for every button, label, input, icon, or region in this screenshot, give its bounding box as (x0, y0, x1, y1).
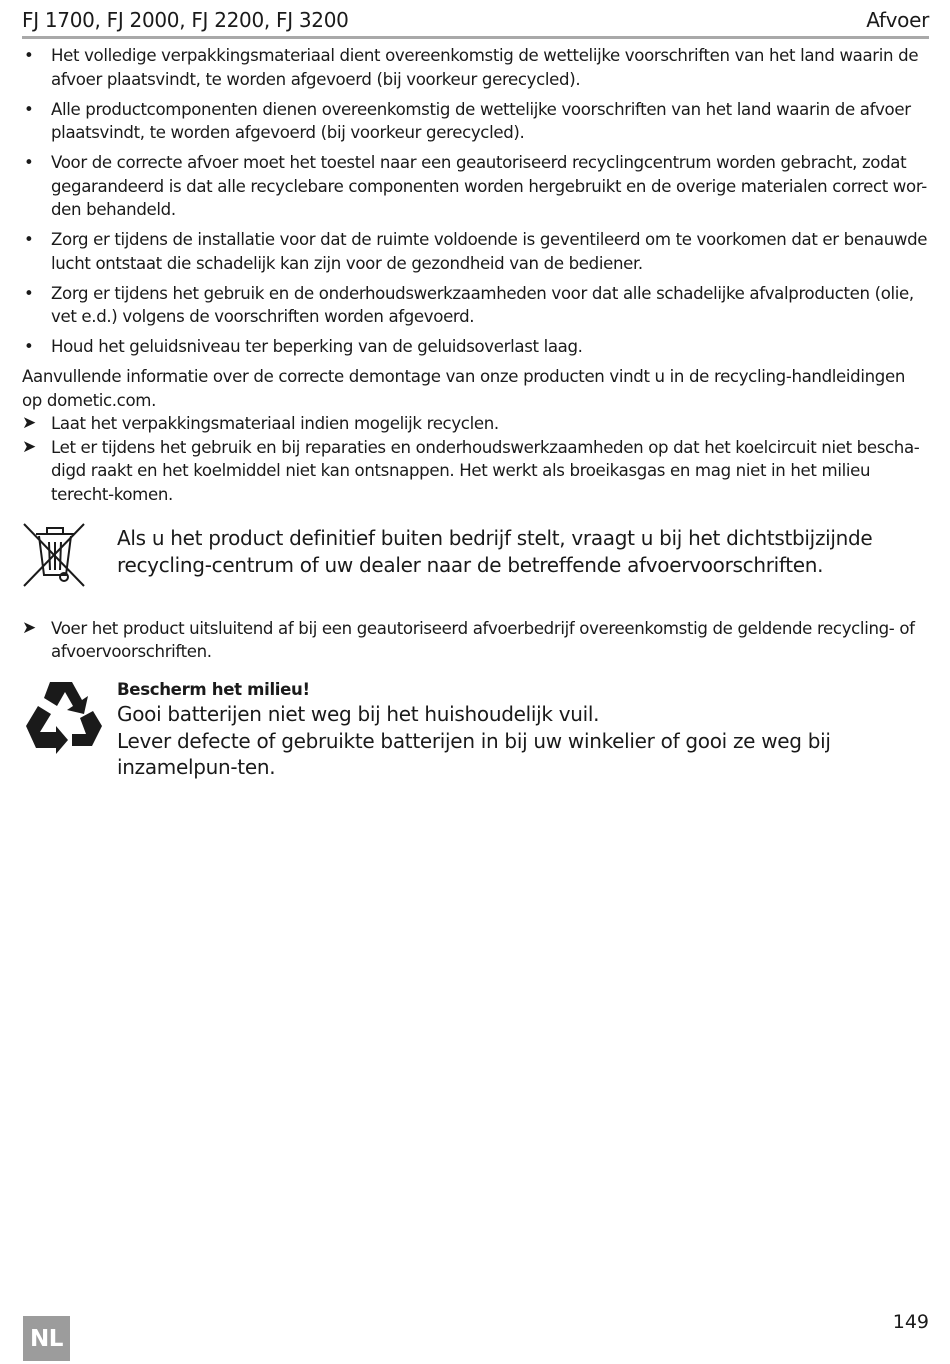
list-item: • Houd het geluidsniveau ter beperking van de geluidsoverlast laag. (22, 335, 929, 359)
info-paragraph: Aanvullende informatie over de correcte demontage van onze producten vindt u in de recycling-handleidingen op dometic.com. (22, 367, 905, 410)
recycle-arrows-icon (22, 678, 117, 767)
model-title: FJ 1700, FJ 2000, FJ 2200, FJ 3200 (22, 8, 349, 32)
arrow-right-icon: ➤ (22, 436, 36, 457)
list-item: • Zorg er tijdens het gebruik en de onderhoudswerkzaamheden voor dat alle schadelijke afvalproducten (olie, vet e.d.) volgens de voorschriften worden afgevoerd. (22, 282, 929, 329)
list-item: • Alle productcomponenten dienen overeenkomstig de wettelijke voorschriften van het land waarin de afvoer plaatsvindt, te worden afgevoerd (bij voorkeur gerecycled). (22, 98, 929, 145)
battery-line-2: Lever defecte of gebruikte batterijen in bij uw winkelier of gooi ze weg bij inzamelpun-ten. (117, 728, 831, 779)
section-title: Afvoer (866, 8, 929, 32)
battery-notice-body (117, 678, 929, 781)
battery-notice (22, 678, 929, 781)
step-text: Voer het product uitsluitend af bij een geautoriseerd afvoerbedrijf overeenkomstig de geldende recycling- of afvoervoorschriften. (51, 618, 915, 661)
step-list (22, 412, 929, 506)
step-item (22, 412, 929, 436)
battery-line-1: Gooi batterijen niet weg bij het huishoudelijk vuil. (117, 702, 600, 726)
language-badge: NL (23, 1316, 70, 1361)
step-text: Laat het verpakkingsmateriaal indien mogelijk recyclen. (51, 414, 499, 433)
step-text: Let er tijdens het gebruik en bij reparaties en onderhoudswerkzaamheden op dat het koelcircuit niet bescha-digd raakt en het koelmiddel niet kan ontsnappen. Het werkt als broeikasgas en mag niet in het milieu terecht-komen. (51, 437, 920, 504)
list-item: • Zorg er tijdens de installatie voor dat de ruimte voldoende is geventileerd om te voorkomen dat er benauwde lucht ontstaat die schadelijk kan zijn voor de gezondheid van de bediener. (22, 228, 929, 275)
step-item (22, 436, 929, 507)
list-item: • Voor de correcte afvoer moet het toestel naar een geautoriseerd recyclingcentrum worden gebracht, zodat gegarandeerd is dat alle recyclebare componenten worden hergebruikt en de overige materialen correct wor-den behandeld. (22, 151, 929, 222)
weee-notice-text: Als u het product definitief buiten bedrijf stelt, vraagt u bij het dichtstbijzijnde recycling-centrum of uw dealer naar de betreffende afvoervoorschriften. (117, 526, 873, 577)
crossed-out-wheelie-bin-icon (22, 522, 117, 595)
page-number: 149 (892, 1311, 929, 1333)
battery-heading: Bescherm het milieu! (117, 679, 310, 699)
step-list-after (22, 617, 929, 664)
weee-notice (22, 522, 929, 595)
arrow-right-icon: ➤ (22, 413, 36, 433)
step-item (22, 617, 929, 664)
page-header (22, 6, 929, 39)
disposal-bullet-list (22, 44, 929, 359)
page-content (22, 44, 929, 781)
arrow-right-icon: ➤ (22, 617, 36, 638)
list-item: • Het volledige verpakkingsmateriaal dient overeenkomstig de wettelijke voorschriften van het land waarin de afvoer plaatsvindt, te worden afgevoerd (bij voorkeur gerecycled). (22, 44, 929, 91)
